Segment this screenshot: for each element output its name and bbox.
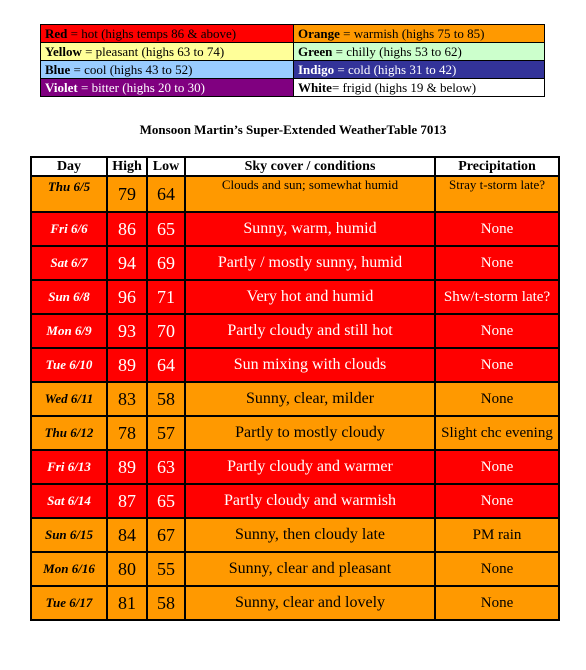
legend-desc: = frigid (highs 19 & below) (331, 80, 477, 95)
legend-cell-green (294, 43, 545, 61)
precip-cell: None (435, 484, 559, 518)
legend-cell-blue (41, 61, 294, 79)
legend-cell-violet (41, 79, 294, 97)
legend-body (41, 25, 545, 97)
header-low: Low (147, 157, 185, 176)
table-row (31, 212, 559, 246)
high-cell: 89 (107, 450, 147, 484)
day-cell: Sun 6/15 (31, 518, 107, 552)
legend-key: Red (45, 26, 68, 41)
table-row (31, 586, 559, 620)
header-sky: Sky cover / conditions (185, 157, 435, 176)
sky-cell: Partly to mostly cloudy (185, 416, 435, 450)
legend-row (41, 43, 545, 61)
header-day: Day (31, 157, 107, 176)
legend-key: Blue (45, 62, 71, 77)
day-cell: Tue 6/17 (31, 586, 107, 620)
low-cell: 65 (147, 212, 185, 246)
legend-cell-indigo (294, 61, 545, 79)
high-cell: 86 (107, 212, 147, 246)
legend-desc: = hot (highs temps 86 & above) (67, 26, 237, 41)
legend-key: Yellow (45, 44, 82, 59)
low-cell: 70 (147, 314, 185, 348)
table-row (31, 314, 559, 348)
low-cell: 57 (147, 416, 185, 450)
legend-key: Green (298, 44, 333, 59)
sky-cell: Sunny, clear, milder (185, 382, 435, 416)
precip-cell: Slight chc evening (435, 416, 559, 450)
sky-cell: Sunny, clear and pleasant (185, 552, 435, 586)
day-cell: Fri 6/6 (31, 212, 107, 246)
legend-key: Orange (298, 26, 340, 41)
precip-cell: PM rain (435, 518, 559, 552)
day-cell: Tue 6/10 (31, 348, 107, 382)
legend-key: White (298, 80, 332, 95)
precip-cell: None (435, 348, 559, 382)
sky-cell: Sunny, clear and lovely (185, 586, 435, 620)
header-precip: Precipitation (435, 157, 559, 176)
low-cell: 69 (147, 246, 185, 280)
table-row (31, 552, 559, 586)
high-cell: 83 (107, 382, 147, 416)
legend-desc: = pleasant (highs 63 to 74) (81, 44, 225, 59)
day-cell: Mon 6/16 (31, 552, 107, 586)
legend-desc: = cool (highs 43 to 52) (70, 62, 193, 77)
day-cell: Sat 6/14 (31, 484, 107, 518)
precip-cell: Shw/t-storm late? (435, 280, 559, 314)
legend-cell-white (294, 79, 545, 97)
low-cell: 64 (147, 348, 185, 382)
day-cell: Thu 6/12 (31, 416, 107, 450)
table-row (31, 246, 559, 280)
precip-cell: None (435, 586, 559, 620)
high-cell: 79 (107, 176, 147, 212)
sky-cell: Partly cloudy and warmer (185, 450, 435, 484)
high-cell: 87 (107, 484, 147, 518)
low-cell: 64 (147, 176, 185, 212)
precip-cell: None (435, 552, 559, 586)
table-row (31, 484, 559, 518)
day-cell: Sun 6/8 (31, 280, 107, 314)
sky-cell: Very hot and humid (185, 280, 435, 314)
day-cell: Fri 6/13 (31, 450, 107, 484)
low-cell: 63 (147, 450, 185, 484)
high-cell: 84 (107, 518, 147, 552)
precip-cell: None (435, 246, 559, 280)
high-cell: 78 (107, 416, 147, 450)
day-cell: Wed 6/11 (31, 382, 107, 416)
legend-key: Violet (45, 80, 78, 95)
table-row (31, 416, 559, 450)
sky-cell: Partly cloudy and still hot (185, 314, 435, 348)
legend-row (41, 79, 545, 97)
high-cell: 80 (107, 552, 147, 586)
sky-cell: Sunny, warm, humid (185, 212, 435, 246)
table-row (31, 176, 559, 212)
low-cell: 67 (147, 518, 185, 552)
high-cell: 94 (107, 246, 147, 280)
legend-row (41, 61, 545, 79)
sky-cell: Partly cloudy and warmish (185, 484, 435, 518)
high-cell: 96 (107, 280, 147, 314)
legend-desc: = cold (highs 31 to 42) (334, 62, 457, 77)
sky-cell: Sun mixing with clouds (185, 348, 435, 382)
table-row (31, 450, 559, 484)
cropped-heading-strip (0, 0, 586, 14)
day-cell: Thu 6/5 (31, 176, 107, 212)
high-cell: 81 (107, 586, 147, 620)
low-cell: 58 (147, 586, 185, 620)
table-title: Monsoon Martin’s Super-Extended WeatherTable 7013 (139, 122, 447, 137)
low-cell: 55 (147, 552, 185, 586)
sky-cell: Sunny, then cloudy late (185, 518, 435, 552)
header-high: High (107, 157, 147, 176)
table-row (31, 518, 559, 552)
table-row (31, 382, 559, 416)
high-cell: 89 (107, 348, 147, 382)
sky-cell: Partly / mostly sunny, humid (185, 246, 435, 280)
legend-desc: = chilly (highs 53 to 62) (332, 44, 462, 59)
precip-cell: None (435, 212, 559, 246)
precip-cell: Stray t-storm late? (435, 176, 559, 212)
legend-cell-orange (294, 25, 545, 43)
weather-table (30, 156, 560, 621)
low-cell: 65 (147, 484, 185, 518)
forecast-rows (31, 176, 559, 620)
sky-cell: Clouds and sun; somewhat humid (185, 176, 435, 212)
precip-cell: None (435, 450, 559, 484)
high-cell: 93 (107, 314, 147, 348)
day-cell: Sat 6/7 (31, 246, 107, 280)
legend-cell-yellow (41, 43, 294, 61)
legend-desc: = warmish (highs 75 to 85) (339, 26, 485, 41)
low-cell: 58 (147, 382, 185, 416)
table-row (31, 280, 559, 314)
legend-cell-red (41, 25, 294, 43)
day-cell: Mon 6/9 (31, 314, 107, 348)
low-cell: 71 (147, 280, 185, 314)
table-row (31, 348, 559, 382)
legend-desc: = bitter (highs 20 to 30) (77, 80, 205, 95)
legend-key: Indigo (298, 62, 335, 77)
legend-row (41, 25, 545, 43)
precip-cell: None (435, 382, 559, 416)
header-row (31, 157, 559, 176)
precip-cell: None (435, 314, 559, 348)
color-legend (40, 24, 545, 97)
